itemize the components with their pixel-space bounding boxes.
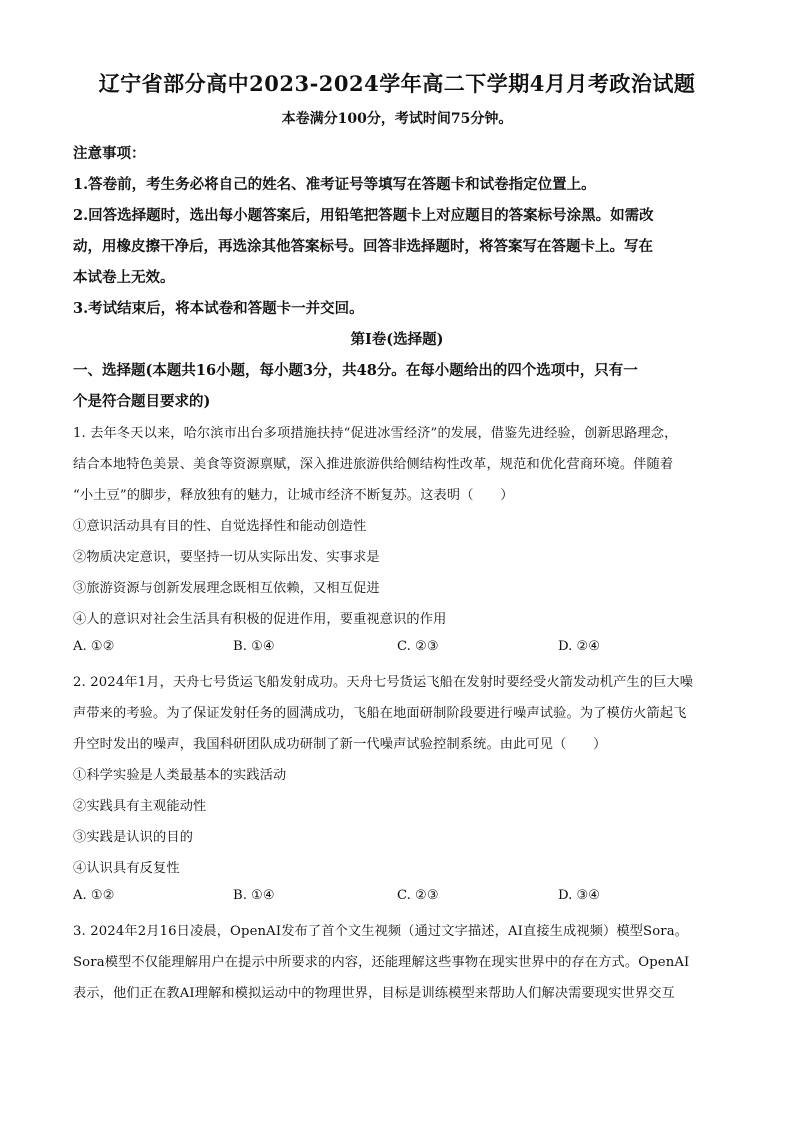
question-2-stem: 升空时发出的噪声，我国科研团队成功研制了新一代噪声试验控制系统。由此可见（ ） — [73, 737, 607, 752]
option-c: C. ②③ — [397, 888, 439, 903]
question-1-stem: 1. 去年冬天以来，哈尔滨市出台多项措施扶持“促进冰雪经济”的发展，借鉴先进经验，创新思路理念， — [73, 426, 678, 441]
note-line: 1.答卷前，考生务必将自己的姓名、准考证号等填写在答题卡和试卷指定位置上。 — [73, 176, 596, 193]
option-b: B. ①④ — [233, 888, 275, 903]
option-d: D. ③④ — [558, 888, 601, 903]
section-instruction: 一、选择题(本题共16小题，每小题3分，共48分。在每小题给出的四个选项中，只有一 — [73, 362, 638, 379]
note-line: 3.考试结束后，将本试卷和答题卡一并交回。 — [73, 300, 364, 317]
question-2-stem: 声带来的考验。为了保证发射任务的圆满成功，飞船在地面研制阶段要进行噪声试验。为了模仿火箭起飞 — [73, 706, 687, 721]
question-3-stem: 3. 2024年2月16日凌晨，OpenAI发布了首个文生视频（通过文字描述，AI直接生成视频）模型Sora。 — [73, 924, 689, 939]
section-instruction: 个是符合题目要求的) — [73, 393, 211, 410]
question-2-statement: ④认识具有反复性 — [73, 861, 180, 876]
note-line: 本试卷上无效。 — [73, 269, 175, 286]
question-2-statement: ②实践具有主观能动性 — [73, 799, 207, 814]
question-2-stem: 2. 2024年1月，天舟七号货运飞船发射成功。天舟七号货运飞船在发射时要经受火箭发动机产生的巨大噪 — [73, 675, 694, 690]
question-1-statement: ②物质决定意识，要坚持一切从实际出发、实事求是 — [73, 550, 380, 565]
exam-info: 本卷满分100分，考试时间75分钟。 — [281, 111, 513, 127]
question-1-statement: ④人的意识对社会生活具有积极的促进作用，要重视意识的作用 — [73, 612, 447, 627]
part-title: 第Ⅰ卷(选择题) — [350, 331, 444, 348]
question-3-stem: Sora模型不仅能理解用户在提示中所要求的内容，还能理解这些事物在现实世界中的存在方式。OpenAI — [73, 955, 690, 970]
option-b: B. ①④ — [233, 639, 275, 654]
notes-heading: 注意事项： — [73, 145, 146, 162]
question-1-stem: 结合本地特色美景、美食等资源禀赋，深入推进旅游供给侧结构性改革，规范和优化营商环境。伴随着 — [73, 457, 674, 472]
question-1-statement: ③旅游资源与创新发展理念既相互依赖，又相互促进 — [73, 581, 380, 596]
option-c: C. ②③ — [397, 639, 439, 654]
note-line: 2.回答选择题时，选出每小题答案后，用铅笔把答题卡上对应题目的答案标号涂黑。如需改 — [73, 207, 654, 224]
question-2-statement: ③实践是认识的目的 — [73, 830, 194, 845]
option-a: A. ①② — [73, 639, 115, 654]
question-2-statement: ①科学实验是人类最基本的实践活动 — [73, 768, 287, 783]
note-line: 动，用橡皮擦干净后，再选涂其他答案标号。回答非选择题时，将答案写在答题卡上。写在 — [73, 238, 653, 255]
option-d: D. ②④ — [558, 639, 601, 654]
question-3-stem: 表示，他们正在教AI理解和模拟运动中的物理世界，目标是训练模型来帮助人们解决需要现实世界交互 — [73, 986, 675, 1001]
page-title: 辽宁省部分高中2023-2024学年高二下学期4月月考政治试题 — [98, 71, 696, 96]
question-1-statement: ①意识活动具有目的性、自觉选择性和能动创造性 — [73, 519, 367, 534]
question-1-stem: “小土豆”的脚步，释放独有的魅力，让城市经济不断复苏。这表明（ ） — [73, 488, 514, 503]
option-a: A. ①② — [73, 888, 115, 903]
